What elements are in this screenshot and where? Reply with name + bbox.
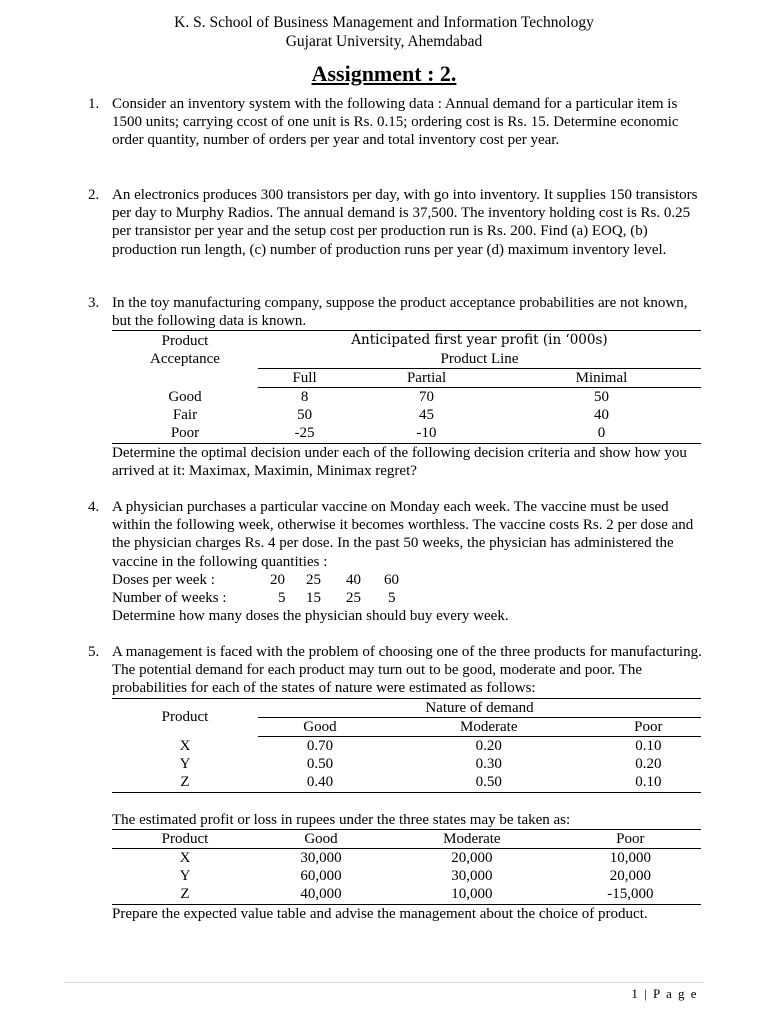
footer-divider [64,982,704,983]
question-2 [88,186,702,259]
table-row: Good 8 70 50 [168,388,609,406]
column-header: Poor [560,829,701,848]
institution-name: K. S. School of Business Management and Information Technology [174,14,594,31]
column-header: Poor [596,717,701,736]
weeks-row: Number of weeks : 5 15 25 5 [112,590,396,607]
table-row: Fair 50 45 40 [172,407,609,424]
page-footer: 1 | P a g e [631,986,698,1001]
column-header: Good [258,717,382,736]
question-outro: Determine how many doses the physician should buy every week. [112,608,509,625]
profit-table [112,330,701,443]
group-header-line1: Anticipated first year profit (in ‘000s) [258,331,701,350]
university-name: Gujarat University, Ahemdabad [285,33,483,50]
column-header: Moderate [384,829,560,848]
column-header: Moderate [382,717,596,736]
table-row: Y 0.50 0.30 0.20 [179,756,662,773]
profit-intro: The estimated profit or loss in rupees under the three states may be taken as: [112,811,571,828]
group-header-line2: Product Line [258,350,701,369]
table-row: Z 0.40 0.50 0.10 [112,773,701,792]
doses-row: Doses per week : 20 25 40 60 [112,571,399,588]
column-header: Partial [351,368,502,387]
column-header: Minimal [502,368,701,387]
column-header: Product [112,829,258,848]
table-row: Y 60,000 30,000 20,000 [179,868,651,885]
question-number: 2. [88,187,100,203]
doses-table [112,571,399,607]
question-number: 1. [88,96,100,112]
table-row: X 0.70 0.20 0.10 [179,737,662,755]
row-header: Product [112,698,258,736]
question-outro: Determine the optimal decision under each of the following decision criteria and show how you arrived at it: Maximax, Maximin, Minimax regret? [112,444,687,479]
table-row: Poor -25 -10 0 [112,424,701,443]
assignment-title: Assignment : 2. [311,61,457,86]
question-5 [88,643,702,923]
column-header: Good [258,829,384,848]
question-number: 5. [88,644,100,660]
question-intro: A management is faced with the problem of choosing one of the three products for manufacturing. The potential demand for each product may turn out to be good, moderate and poor. The probabilities for each of the states of nature were estimated as follows: [112,644,702,697]
profit-loss-table [112,829,701,905]
group-header: Nature of demand [258,698,701,717]
probability-table [112,698,701,793]
table-row: X 30,000 20,000 10,000 [179,850,651,867]
page-label: P a g e [652,986,698,1001]
question-number: 3. [88,295,100,311]
question-text: A physician purchases a particular vaccine on Monday each week. The vaccine must be used within the following week, otherwise it becomes worthless. The vaccine costs Rs. 2 per dose and the physician charges Rs. 4 per dose. In the past 50 weeks, the physician has administered the vaccine in the following quantities : [112,499,694,570]
question-4 [88,498,702,625]
question-3 [88,294,702,480]
question-outro: Prepare the expected value table and advise the management about the choice of product. [112,905,648,922]
question-text: An electronics produces 300 transistors per day, with go into inventory. It supplies 150 transistors per day to Murphy Radios. The annual demand is 37,500. The inventory holding cost is Rs. 0.25 per transistor per year and the setup cost per production run is Rs. 200. Find (a) EOQ, (b) production run length, (c) number of production runs per year (d) maximum inventory level. [112,187,698,258]
document-header [0,13,768,51]
question-number: 4. [88,499,100,515]
question-text: Consider an inventory system with the following data : Annual demand for a particular item is 1500 units; carrying ccost of one unit is Rs. 0.15; ordering cost is Rs. 15. Determine economic order quantity, number of orders per year and total inventory cost per year. [112,96,679,149]
page-number: 1 [631,986,640,1001]
table-row: Z 40,000 10,000 -15,000 [112,885,701,904]
column-header: Full [258,368,351,387]
row-header-cell: Product Acceptance [112,331,258,368]
question-intro: In the toy manufacturing company, suppose the product acceptance probabilities are not known, but the following data is known. [112,295,688,330]
question-1 [88,95,702,150]
